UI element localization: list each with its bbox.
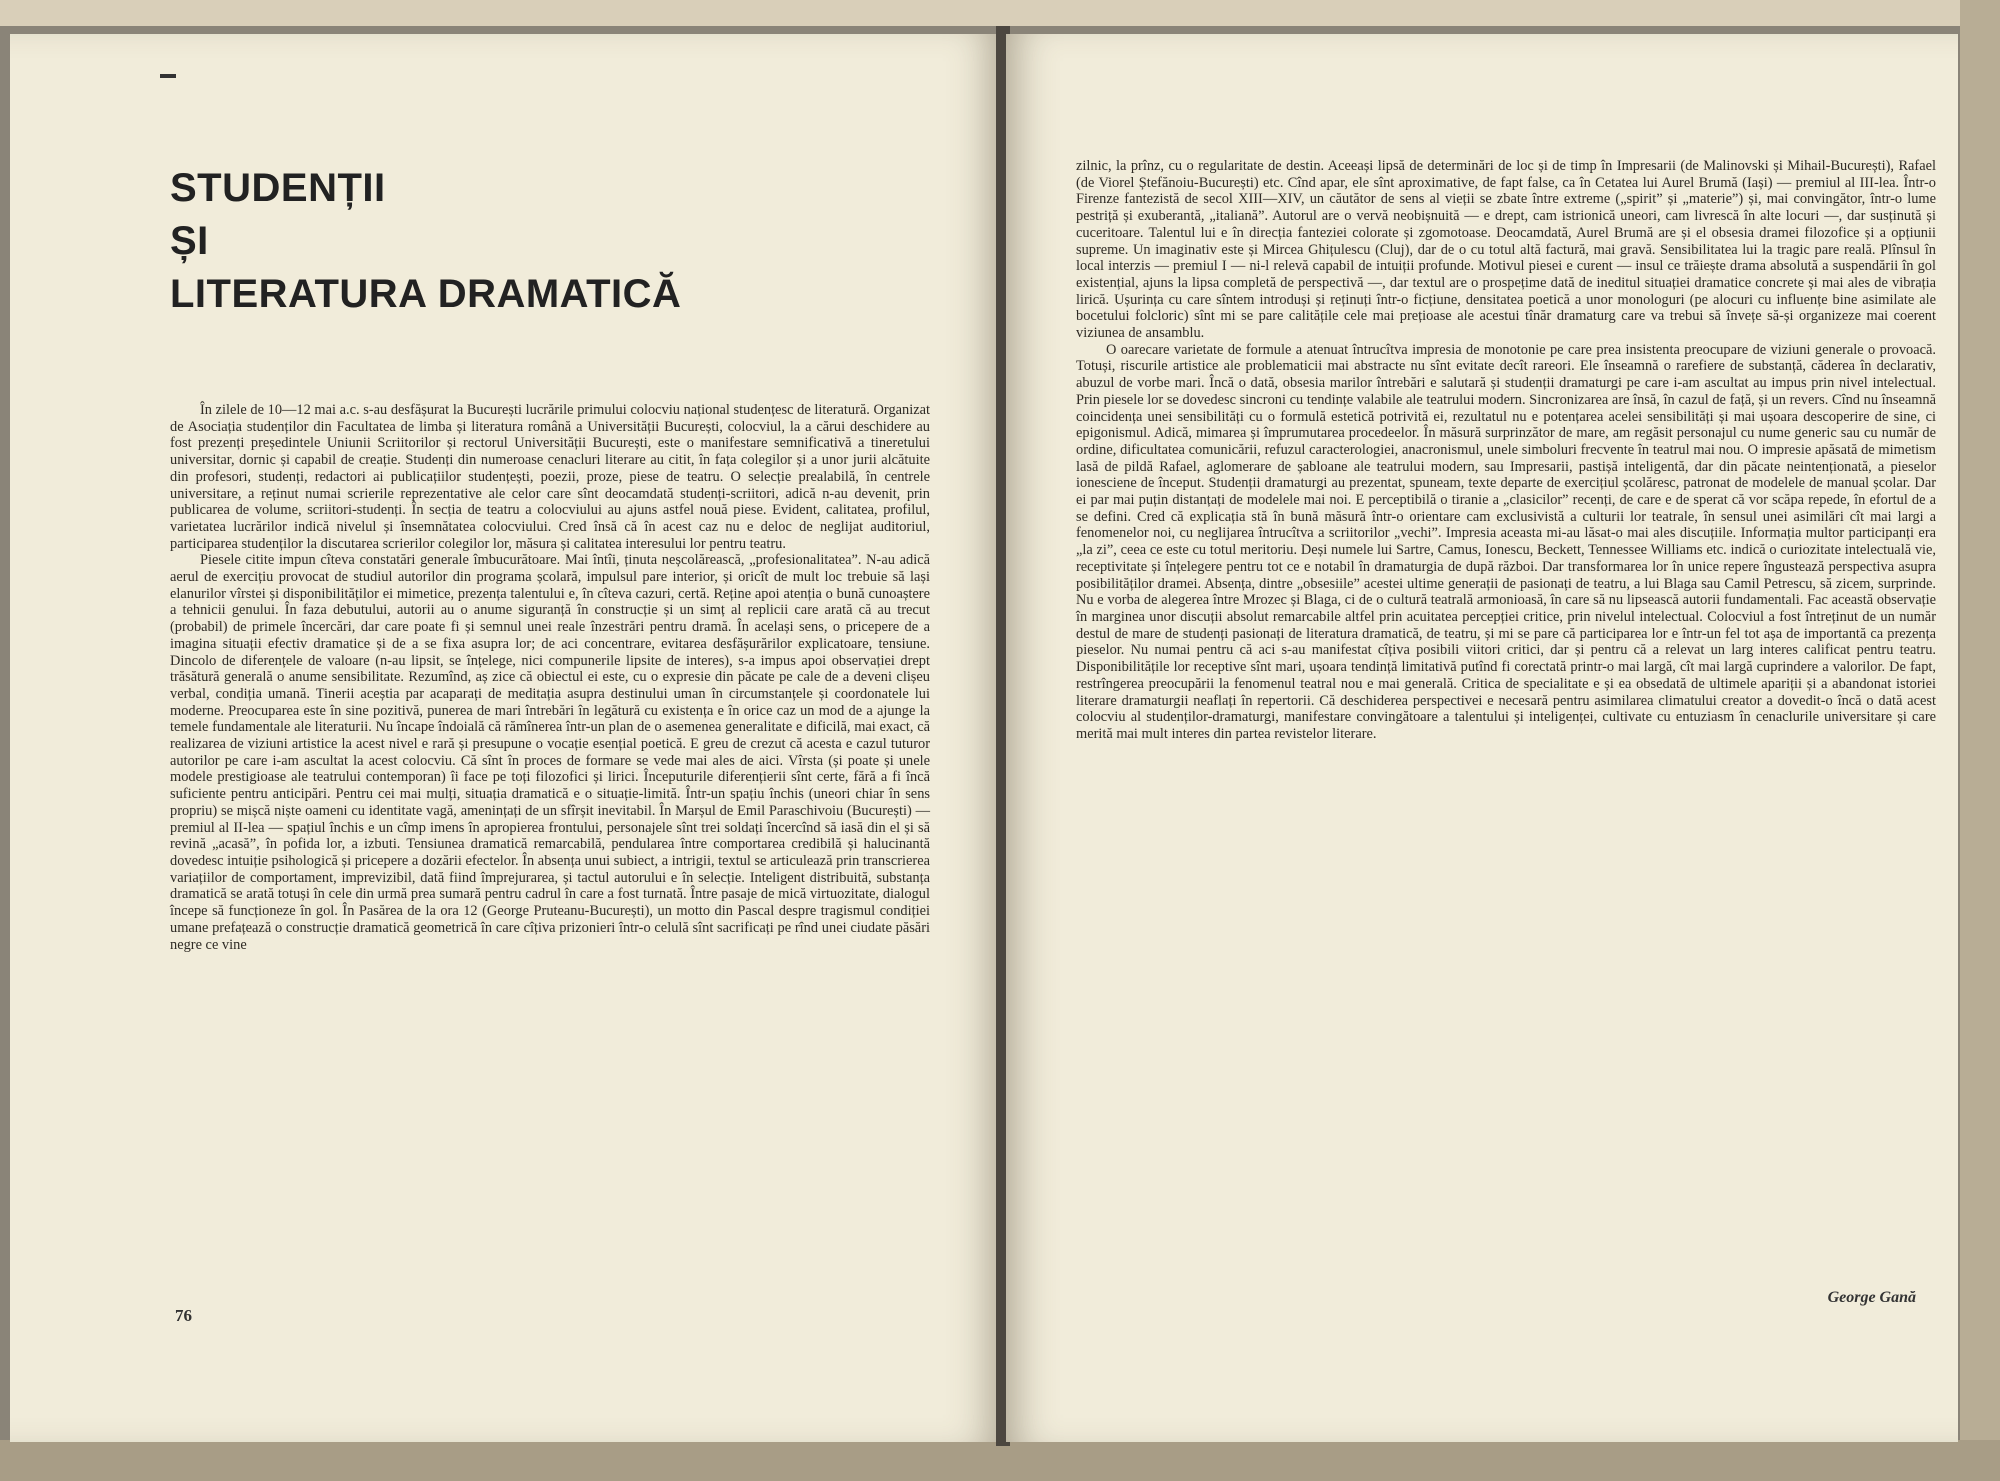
author-signature: George Gană	[1827, 1289, 1916, 1306]
paragraph: O oarecare varietate de formule a atenuat întrucîtva impresia de monotonie pe care prea insistenta preocupare de viziuni generale o provoacă. Totuși, riscurile artistice ale problematicii mai abstracte nu sînt evitate decît rareori. Ele înseamnă o rarefiere de substanță, căderea în declarativ, abuzul de vorbe mari. Încă o dată, obsesia marilor întrebări e salutară și studenții dramaturgi pe care i-am ascultat au impus prin nivel intelectual. Prin piesele lor se dovedesc sincroni cu tendințe valabile ale teatrului modern. Sincronizarea are însă, în cazul de față, și un revers. Cînd nu înseamnă coincidența unei sensibilități cu o formulă estetică potrivită ei, rezultatul nu e potențarea acelei sensibilități și mai ușoara descoperire de sine, ci epigonismul. Adică, mimarea și împrumutarea procedeelor. În măsură surprinzător de mare, am regăsit personajul cu nume generic sau cu număr de ordine, dificultatea comunicării, refuzul caracterologiei, anacronismul, unele simboluri frecvente în teatrul mai nou. O impresie apăsată de mimetism lasă de pildă Rafael, aglomerare de șabloane ale teatrului modern, sau Impresarii, pastișă inteligentă, dar din păcate neintenționată, a pieselor ionesciene de început. Studenții dramaturgi au prezentat, spuneam, texte departe de exercițiul școlăresc, patronat de modelele de manual școlar. Dar ei par mai puțin distanțați de modelele mai noi. E perceptibilă o tiranie a „clasicilor” recenți, de care e de sperat că vor scăpa repede, în efortul de a se defini. Cred că explicația stă în bună măsură într-o orientare cam exclusivistă a culturii lor teatrale, în sensul unei asimilări cît mai largi a fenomenelor noi, cu neglijarea întrucîtva a scriitorilor „vechi”. Impresia aceasta mi-au lăsat-o mai ales discuțiile. Informația multor participanți era „la zi”, ceea ce este cu totul meritoriu. Deși numele lui Sartre, Camus, Ionescu, Beckett, Tennessee Williams etc. indică o curiozitate intelectuală vie, receptivitate și înțelegere pentru tot ce e notabil în dramaturgia de după război. Dar transformarea lor în unice repere îngustează perspectiva asupra posibilităților dramei. Absența, dintre „obsesiile” acestei ultime generații de pasionați de teatru, a lui Blaga sau Camil Petrescu, să zicem, surprinde. Nu e vorba de alegerea între Mrozec și Blaga, ci de o cultură teatrală armonioasă, în care să nu lipsească autorii fundamentali. Fac această observație în marginea unor discuții absolut remarcabile altfel prin acuitatea percepției critice, prin nivelul intelectual. Colocviul a fost întreținut de un număr destul de mare de studenți pasionați de literatura dramatică, de teatru, și mi se pare că participarea lor e într-un fel tot așa de importantă ca prezența pieselor. Nu numai pentru că aci s-au manifestat cîțiva posibili viitori critici, dar și pentru că a relevat un larg interes calificat pentru teatru. Disponibilitățile lor receptive sînt mari, ușoara tendință limitativă putînd fi corectată printr-o mai largă, cît mai largă cuprindere a valorilor. De fapt, restrîngerea preocupării la fenomenul teatral nou e mai generală. Critica de specialitate e și ea obsedată de ultimele apariții și a abandonat istoriei literare dramaturgii neaflați în repertorii. Că deschiderea perspectivei e necesară pentru asimilarea climatului creator a dovedit-o încă o dată acest colocviu al studenților-dramaturgi, manifestare convingătoare a talentului și inteligenței, cultivate cu entuziasm în cenaclurile universitare și care merită mai mult interes din partea revistelor literare.	[1076, 341, 1936, 742]
left-page	[10, 34, 1000, 1442]
right-page	[1006, 34, 1958, 1442]
article-title	[170, 162, 681, 321]
right-column-text	[1076, 158, 1936, 743]
title-line-3: LITERATURA DRAMATICĂ	[170, 272, 682, 316]
book-top-edge	[0, 0, 2000, 26]
left-column-text	[170, 402, 930, 953]
title-line-1: STUDENȚII	[170, 166, 386, 210]
title-line-2: ȘI	[170, 219, 209, 263]
paragraph: Piesele citite impun cîteva constatări generale îmbucurătoare. Mai întîi, ținuta neșcolărească, „profesionalitatea”. N-au adică aerul de exercițiu provocat de studiul autorilor din programa școlară, impulsul pare interior, și oricît de mult loc trebuie să lași elanurilor vîrstei și disponibilităților ei mimetice, prezența talentului e, în cîteva cazuri, certă. Reține apoi atenția o bună cunoaștere a tehnicii genului. În faza debutului, autorii au o anume siguranță în construcție și un simț al replicii care arată că au trecut (probabil) de primele încercări, dar care poate fi și semnul unei reale înzestrări pentru dramă. În același sens, o pricepere de a imagina situații efectiv dramatice și de a se fixa asupra lor; de aci concentrare, evitarea desfășurărilor explicatoare, tensiune. Dincolo de diferențele de valoare (n-au lipsit, se înțelege, nici compunerile lipsite de interes), s-a impus apoi observației drept trăsătură generală o anume sensibilitate. Rezumînd, aș zice că obiectul ei este, cu o expresie din păcate pe cale de a deveni clișeu verbal, condiția umană. Tinerii aceștia par acaparați de meditația asupra destinului uman în circumstanțele și coordonatele lui moderne. Preocuparea este în sine pozitivă, punerea de mari întrebări în legătură cu existența e în orice caz un mod de a ajunge la temele fundamentale ale literaturii. Nu încape îndoială că rămînerea într-un plan de o asemenea generalitate e dificilă, mai exact, că realizarea de viziuni artistice la acest nivel e rară și presupune o vocație esențial poetică. E greu de crezut că acesta e cazul tuturor autorilor pe care i-am ascultat la acest colocviu. Că sînt în proces de formare se vede mai ales de aici. Vîrsta (și poate și unele modele prestigioase ale teatrului contemporan) îi face pe toți filozofici și lirici. Începuturile diferențierii sînt certe, fără a fi încă suficiente pentru anticipări. Pentru cei mai mulți, situația dramatică e o situație-limită. Într-un spațiu închis (uneori chiar în sens propriu) se mișcă niște oameni cu identitate vagă, amenințați de un sfîrșit inevitabil. În Marșul de Emil Paraschivoiu (București) — premiul al II-lea — spațiul închis e un cîmp imens în apropierea frontului, personajele sînt trei soldați încercînd să iasă din el și să revină „acasă”, în pofida lor, a izbuti. Tensiunea dramatică remarcabilă, pendularea între comportarea credibilă și halucinantă dovedesc intuiție psihologică și pricepere a dozării efectelor. În absența unui subiect, a intrigii, textul se articulează prin transcrierea variațiilor de comportament, imprevizibil, dată fiind împrejurarea, și tactul autorului e în selecție. Inteligent distribuită, substanța dramatică se arată totuși în cele din urmă prea sumară pentru cadrul în care a fost turnată. Între pasaje de mică virtuozitate, dialogul începe să funcționeze în gol. În Pasărea de la ora 12 (George Pruteanu-București), un motto din Pascal despre tragismul condiției umane prefațează o construcție dramatică geometrică în care cîțiva prizonieri într-o celulă sînt sacrificați pe rînd unei ciudate păsări negre ce vine	[170, 552, 930, 953]
paragraph: zilnic, la prînz, cu o regularitate de destin. Aceeași lipsă de determinări de loc și de timp în Impresarii (de Malinovski și Mihail-București), Rafael (de Viorel Ștefănoiu-București) etc. Cînd apar, ele sînt aproximative, de fapt false, ca în Cetatea lui Aurel Brumă (Iași) — premiul al III-lea. Într-o Firenze fantezistă de secol XIII—XIV, un căutător de sens al vieții se zbate între extreme („spirit” și „materie”) și, mai convingător, într-o lume pestriță și exuberantă, „italiană”. Autorul are o vervă neobișnuită — e drept, cam istrionică uneori, cam livrescă în alte locuri —, dar susținută și cuceritoare. Talentul lui e în direcția fanteziei colorate și zgomotoase. Deocamdată, Aurel Brumă are și el obsesia dramei filozofice și a opțiunii supreme. Un imaginativ este și Mircea Ghițulescu (Cluj), dar de o cu totul altă factură, mai gravă. Sensibilitatea lui la tragic pare reală. Plînsul în local interzis — premiul I — ni-l relevă capabil de intuiții profunde. Motivul piesei e curent — insul ce trăiește drama absolută a suspendării în gol existențial, ajuns la lipsa completă de perspectivă —, dar textul are o prospețime dată de ineditul situației dramatice concrete și mai ales de vibrația lirică. Ușurința cu care sîntem introduși și reținuți într-o ficțiune, densitatea poetică a unor monologuri (pe alocuri cu influențe bine asimilate ale bocetului folcloric) sînt mi se pare calitățile cele mai prețioase ale acestui tînăr dramaturg care va trebui să învețe să-și organizeze mai coerent viziunea de ansamblu.	[1076, 158, 1936, 342]
book-bottom-edge	[0, 1440, 2000, 1481]
printer-mark	[160, 74, 176, 78]
page-number: 76	[175, 1306, 192, 1325]
paragraph: În zilele de 10—12 mai a.c. s-au desfășurat la București lucrările primului colocviu național studențesc de literatură. Organizat de Asociația studenților din Facultatea de limba și literatura română a Universității București, colocviul, la a cărui deschidere au fost prezenți președintele Uniunii Scriitorilor și rectorul Universității București, este o manifestare semnificativă a tineretului universitar, dornic și capabil de creație. Studenți din numeroase cenacluri literare au citit, în fața colegilor și a unor jurii alcătuite din profesori, studenți, redactori ai publicațiilor studențești, poezii, proze, piese de teatru. O selecție prealabilă, în centrele universitare, a reținut numai scrierile reprezentative ale celor care sînt deocamdată studenți-scriitori, adică n-au devenit, prin publicarea de volume, scriitori-studenți. În secția de teatru a colocviului au ajuns astfel nouă piese. Evident, calitatea, profilul, varietatea lucrărilor indică nivelul și însemnătatea colocviului. Cred însă că în acest caz nu e deloc de neglijat auditoriul, participarea studenților la discutarea scrierilor colegilor lor, măsura și calitatea interesului lor pentru teatru.	[170, 402, 930, 552]
book-cover-edge	[1960, 0, 2000, 1481]
